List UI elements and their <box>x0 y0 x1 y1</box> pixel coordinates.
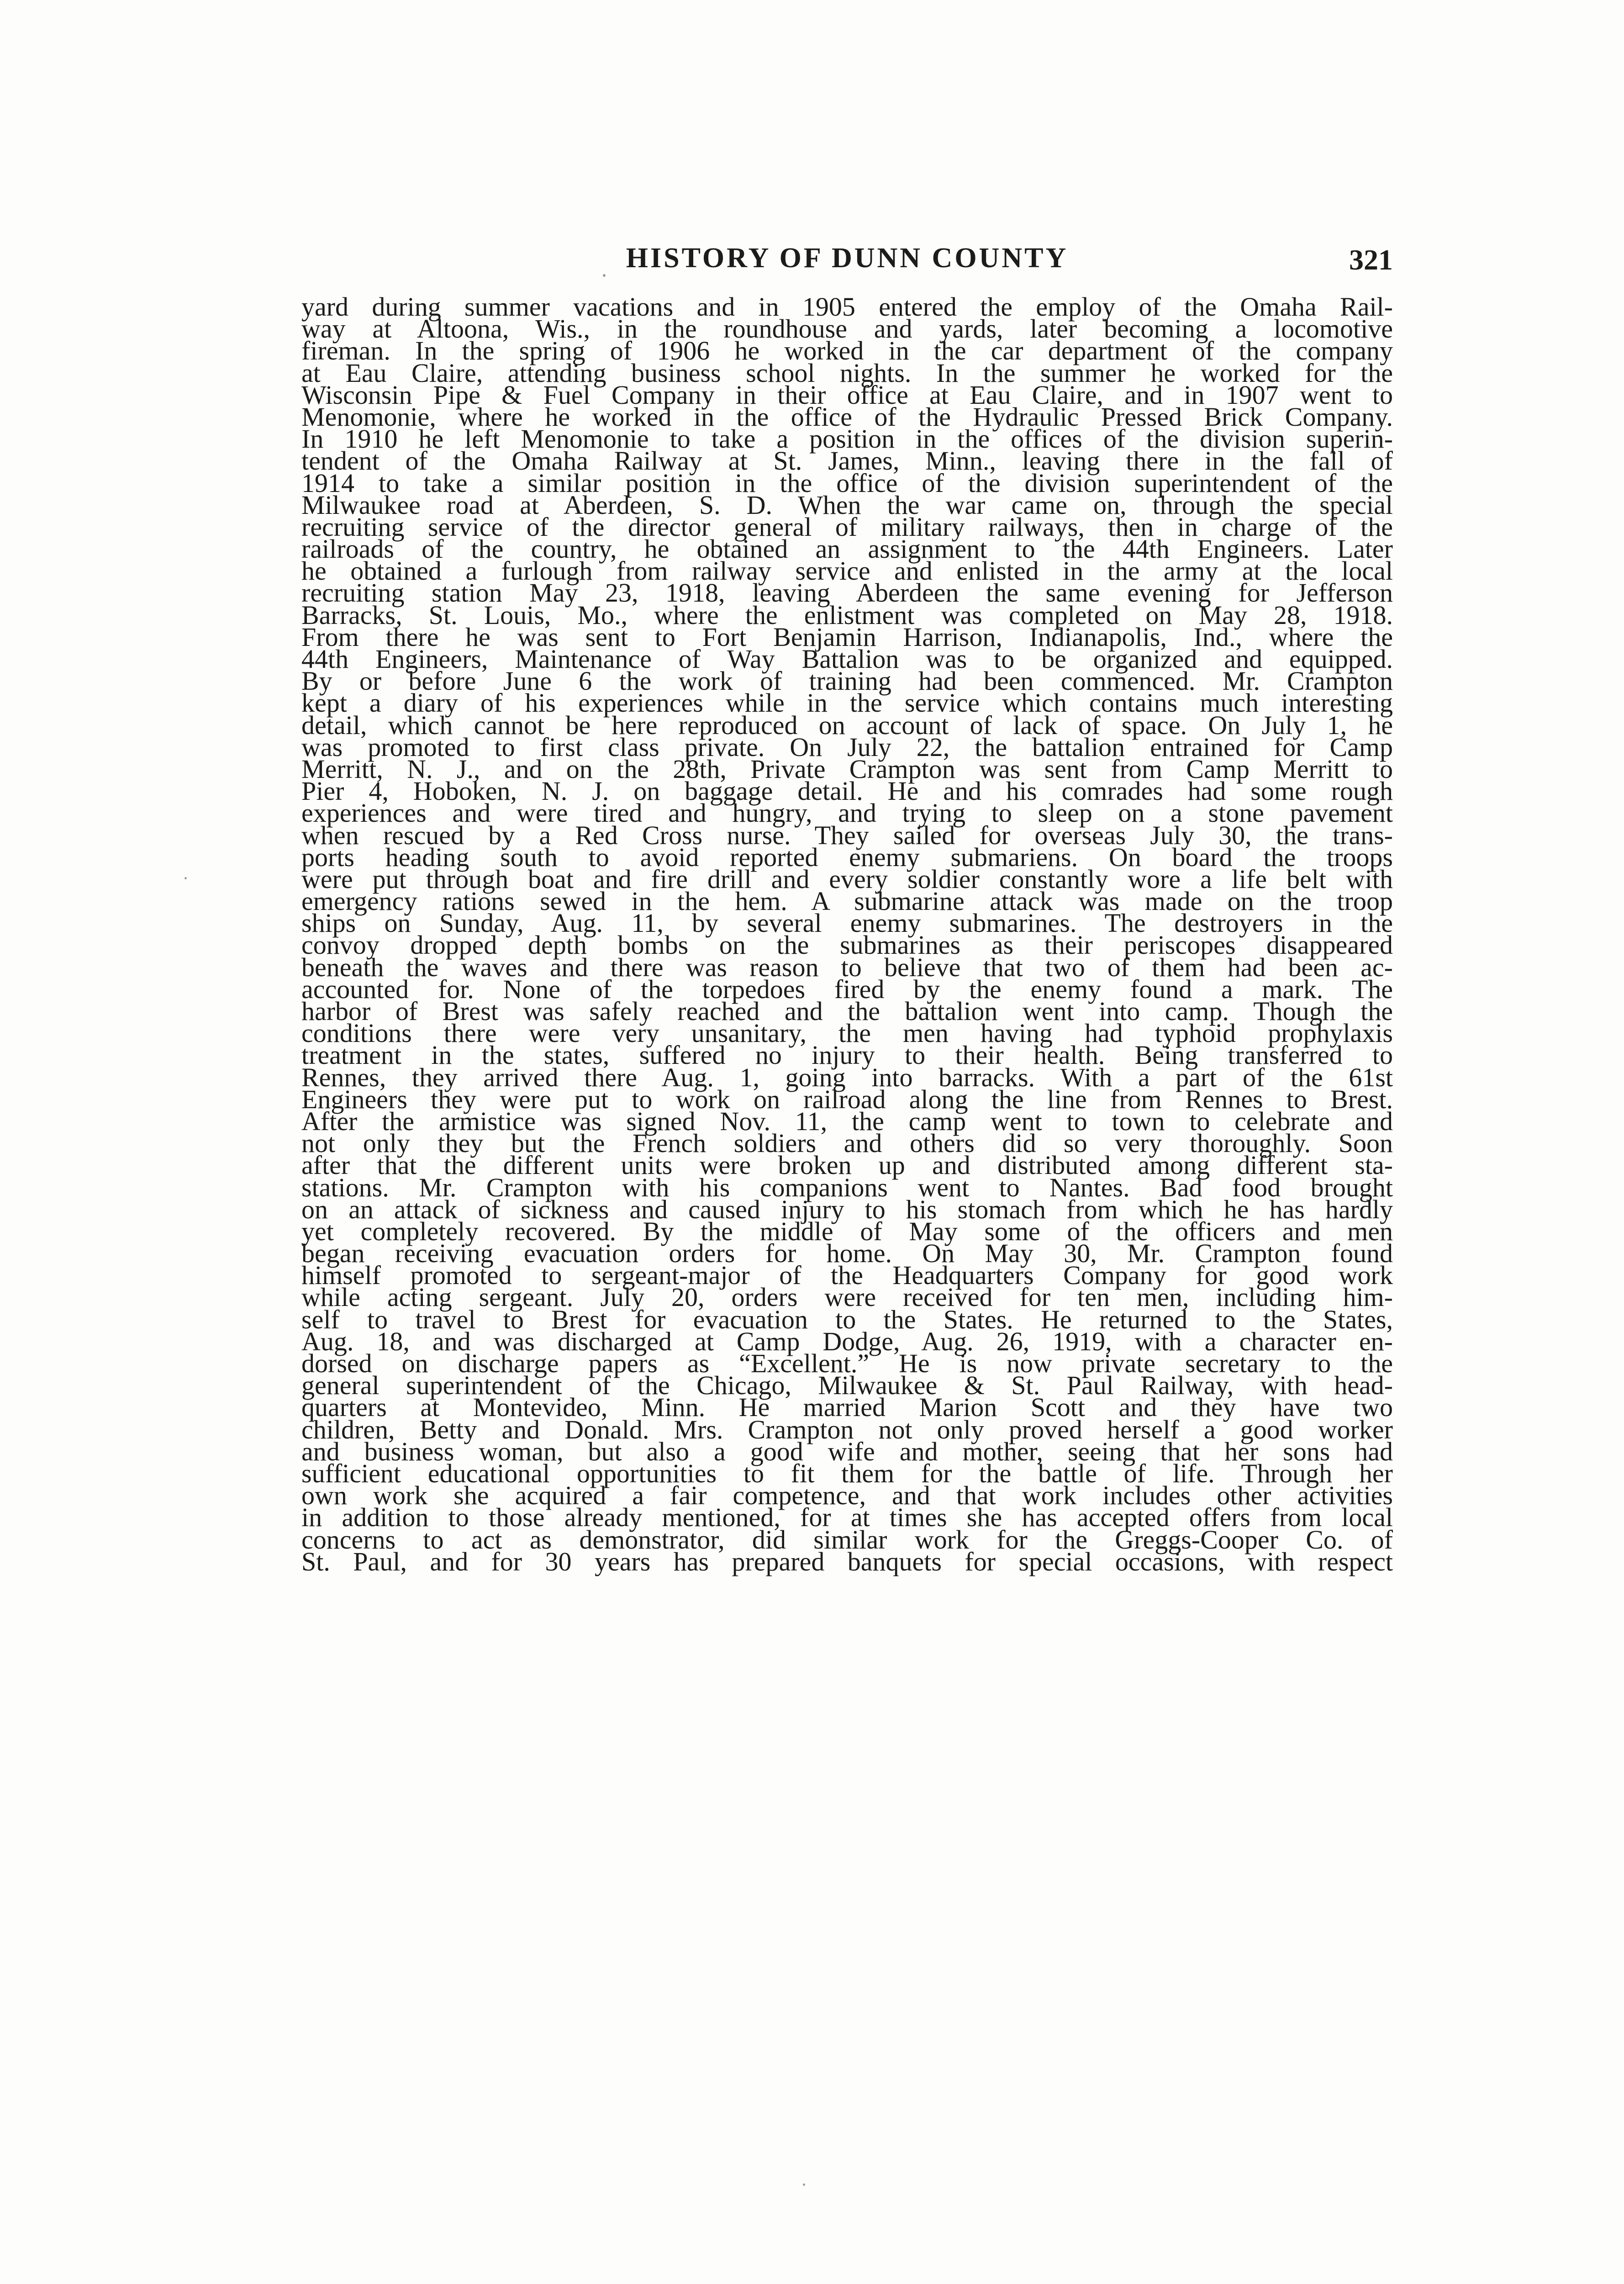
text-line: recruiting service of the director general of military railways, then in charge of the <box>301 512 1393 542</box>
body-text <box>301 292 1393 1576</box>
text-line: yard during summer vacations and in 1905 entered the employ of the Omaha Rail- <box>301 292 1393 322</box>
text-line: accounted for. None of the torpedoes fired by the enemy found a mark. The <box>301 974 1393 1004</box>
text-line: in addition to those already mentioned, for at times she has accepted offers from local <box>301 1502 1393 1533</box>
text-line: experiences and were tired and hungry, and trying to sleep on a stone pavement <box>301 798 1393 828</box>
text-line: Wisconsin Pipe & Fuel Company in their office at Eau Claire, and in 1907 went to <box>301 380 1393 410</box>
text-line: when rescued by a Red Cross nurse. They sailed for overseas July 30, the trans- <box>301 820 1393 850</box>
text-line: he obtained a furlough from railway service and enlisted in the army at the local <box>301 556 1393 586</box>
text-line: quarters at Montevideo, Minn. He married Marion Scott and they have two <box>301 1392 1393 1422</box>
text-line: conditions there were very unsanitary, the men having had typhoid prophylaxis <box>301 1018 1393 1048</box>
text-line: stations. Mr. Crampton with his companions went to Nantes. Bad food brought <box>301 1172 1393 1202</box>
text-line: convoy dropped depth bombs on the submarines as their periscopes disappeared <box>301 930 1393 960</box>
text-line: were put through boat and fire drill and every soldier constantly wore a life belt with <box>301 864 1393 894</box>
text-line: concerns to act as demonstrator, did similar work for the Greggs-Cooper Co. of <box>301 1524 1393 1554</box>
text-line: St. Paul, and for 30 years has prepared banquets for special occasions, with respect <box>301 1546 1393 1576</box>
text-line: Milwaukee road at Aberdeen, S. D. When the war came on, through the special <box>301 490 1393 520</box>
text-line: Aug. 18, and was discharged at Camp Dodge, Aug. 26, 1919, with a character en- <box>301 1326 1393 1356</box>
text-line: recruiting station May 23, 1918, leaving Aberdeen the same evening for Jefferson <box>301 578 1393 608</box>
text-line: In 1910 he left Menomonie to take a position in the offices of the division superin- <box>301 424 1393 454</box>
paper-speck <box>803 2184 805 2186</box>
text-line: himself promoted to sergeant-major of the Headquarters Company for good work <box>301 1260 1393 1290</box>
text-line: at Eau Claire, attending business school nights. In the summer he worked for the <box>301 358 1393 388</box>
paper-speck <box>185 877 187 879</box>
page-header <box>301 242 1393 283</box>
text-line: way at Altoona, Wis., in the roundhouse and yards, later becoming a locomotive <box>301 314 1393 344</box>
text-line: children, Betty and Donald. Mrs. Crampton not only proved herself a good worker <box>301 1414 1393 1444</box>
text-line: By or before June 6 the work of training had been commenced. Mr. Crampton <box>301 666 1393 696</box>
text-line: 44th Engineers, Maintenance of Way Battalion was to be organized and equipped. <box>301 644 1393 674</box>
text-line: kept a diary of his experiences while in the service which contains much interesting <box>301 688 1393 718</box>
text-line: 1914 to take a similar position in the office of the division superintendent of the <box>301 468 1393 498</box>
text-line: own work she acquired a fair competence, and that work includes other activities <box>301 1480 1393 1511</box>
text-line: Engineers they were put to work on railroad along the line from Rennes to Brest. <box>301 1084 1393 1114</box>
paper-speck <box>603 274 606 277</box>
text-line: After the armistice was signed Nov. 11, the camp went to town to celebrate and <box>301 1106 1393 1136</box>
text-line: treatment in the states, suffered no injury to their health. Being transferred to <box>301 1040 1393 1070</box>
text-line: tendent of the Omaha Railway at St. James, Minn., leaving there in the fall of <box>301 446 1393 476</box>
text-line: on an attack of sickness and caused injury to his stomach from which he has hardly <box>301 1194 1393 1224</box>
text-line: after that the different units were broken up and distributed among different sta- <box>301 1150 1393 1180</box>
text-line: self to travel to Brest for evacuation to the States. He returned to the States, <box>301 1304 1393 1334</box>
text-line: general superintendent of the Chicago, Milwaukee & St. Paul Railway, with head- <box>301 1370 1393 1401</box>
text-line: and business woman, but also a good wife and mother, seeing that her sons had <box>301 1436 1393 1466</box>
text-line: dorsed on discharge papers as “Excellent.” He is now private secretary to the <box>301 1348 1393 1378</box>
text-line: yet completely recovered. By the middle of May some of the officers and men <box>301 1216 1393 1246</box>
text-line: ports heading south to avoid reported enemy submariens. On board the troops <box>301 842 1393 872</box>
text-line: ships on Sunday, Aug. 11, by several enemy submarines. The destroyers in the <box>301 908 1393 938</box>
text-line: Rennes, they arrived there Aug. 1, going into barracks. With a part of the 61st <box>301 1062 1393 1092</box>
text-line: sufficient educational opportunities to fit them for the battle of life. Through her <box>301 1458 1393 1488</box>
text-line: Barracks, St. Louis, Mo., where the enlistment was completed on May 28, 1918. <box>301 600 1393 630</box>
text-line: harbor of Brest was safely reached and the battalion went into camp. Though the <box>301 996 1393 1026</box>
text-line: emergency rations sewed in the hem. A submarine attack was made on the troop <box>301 886 1393 916</box>
text-line: railroads of the country, he obtained an assignment to the 44th Engineers. Later <box>301 534 1393 564</box>
text-line: beneath the waves and there was reason to believe that two of them had been ac- <box>301 952 1393 982</box>
text-line: Menomonie, where he worked in the office of the Hydraulic Pressed Brick Company. <box>301 402 1393 432</box>
text-line: fireman. In the spring of 1906 he worked in the car department of the company <box>301 336 1393 366</box>
text-line: From there he was sent to Fort Benjamin Harrison, Indianapolis, Ind., where the <box>301 622 1393 652</box>
page-number: 321 <box>1349 243 1393 276</box>
text-line: Pier 4, Hoboken, N. J. on baggage detail. He and his comrades had some rough <box>301 776 1393 806</box>
text-line: detail, which cannot be here reproduced on account of lack of space. On July 1, he <box>301 710 1393 740</box>
text-line: not only they but the French soldiers and others did so very thoroughly. Soon <box>301 1128 1393 1158</box>
text-line: began receiving evacuation orders for home. On May 30, Mr. Crampton found <box>301 1238 1393 1269</box>
text-line: while acting sergeant. July 20, orders were received for ten men, including him- <box>301 1282 1393 1312</box>
text-line: Merritt, N. J., and on the 28th, Private Crampton was sent from Camp Merritt to <box>301 754 1393 784</box>
running-title: HISTORY OF DUNN COUNTY <box>626 243 1069 274</box>
text-line: was promoted to first class private. On July 22, the battalion entrained for Camp <box>301 732 1393 762</box>
